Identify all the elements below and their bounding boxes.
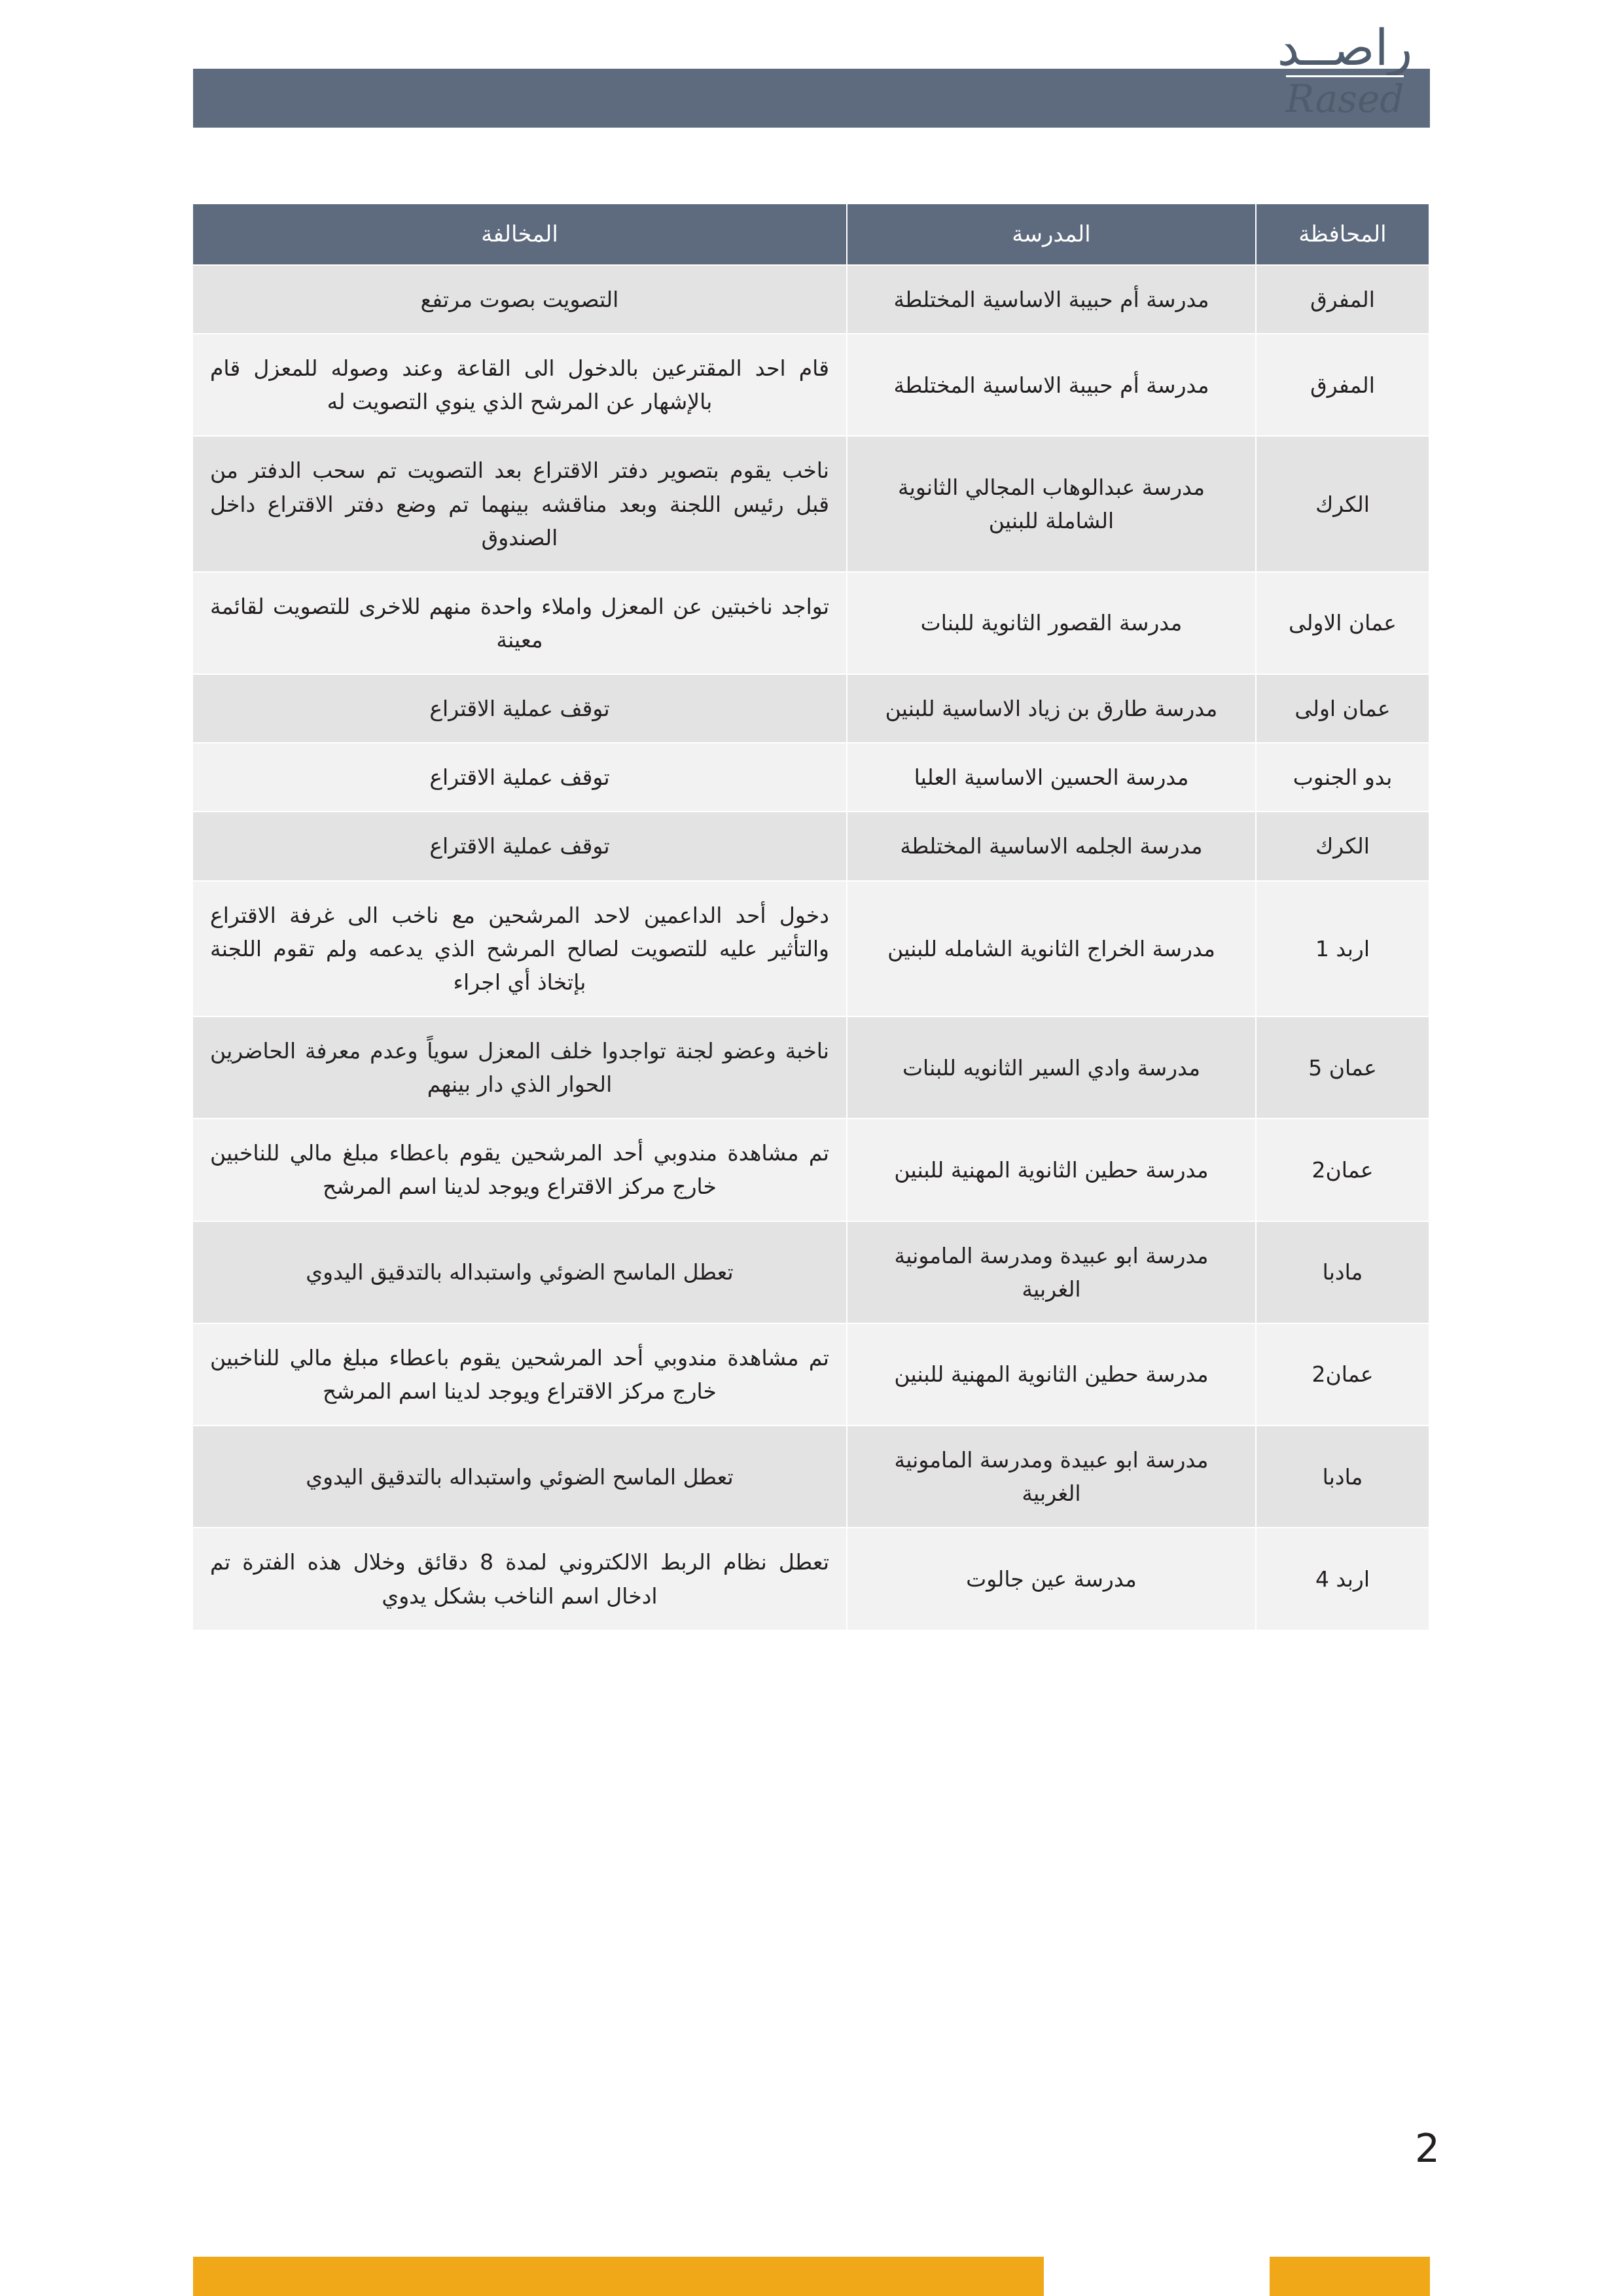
column-header-governorate: المحافظة (1256, 204, 1429, 265)
cell-violation: توقف عملية الاقتراع (192, 743, 847, 812)
cell-governorate: عمان 5 (1256, 1016, 1429, 1119)
table-row (192, 1119, 1429, 1221)
cell-governorate: المفرق (1256, 334, 1429, 436)
table-row (192, 674, 1429, 743)
cell-violation: ناخب يقوم بتصوير دفتر الاقتراع بعد التصويت تم سحب الدفتر من قبل رئيس اللجنة وبعد مناقشه بينهما تم وضع دفتر الاقتراع داخل الصندوق (192, 436, 847, 571)
cell-governorate: مادبا (1256, 1426, 1429, 1528)
cell-violation: تم مشاهدة مندوبي أحد المرشحين يقوم باعطاء مبلغ مالي للناخبين خارج مركز الاقتراع ويوجد لدينا اسم المرشح (192, 1119, 847, 1221)
table-body (192, 265, 1429, 1630)
logo (1247, 18, 1443, 121)
cell-school: مدرسة أم حبيبة الاساسية المختلطة (847, 265, 1256, 334)
cell-school: مدرسة الجلمه الاساسية المختلطة (847, 812, 1256, 880)
table-row (192, 436, 1429, 571)
cell-violation: تم مشاهدة مندوبي أحد المرشحين يقوم باعطاء مبلغ مالي للناخبين خارج مركز الاقتراع ويوجد لدينا اسم المرشح (192, 1323, 847, 1426)
table-row (192, 1426, 1429, 1528)
cell-violation: تعطل الماسح الضوئي واستبداله بالتدقيق اليدوي (192, 1221, 847, 1323)
cell-school: مدرسة الحسين الاساسية العليا (847, 743, 1256, 812)
table-row (192, 1528, 1429, 1630)
table-row (192, 1016, 1429, 1119)
cell-governorate: اربد 4 (1256, 1528, 1429, 1630)
cell-school: مدرسة عين جالوت (847, 1528, 1256, 1630)
cell-school: مدرسة عبدالوهاب المجالي الثانوية الشاملة للبنين (847, 436, 1256, 571)
cell-school: مدرسة الخراج الثانوية الشامله للبنين (847, 881, 1256, 1016)
violations-table-container (193, 203, 1430, 1631)
header-band (193, 69, 1430, 128)
table-row (192, 334, 1429, 436)
cell-governorate: مادبا (1256, 1221, 1429, 1323)
cell-violation: تعطل الماسح الضوئي واستبداله بالتدقيق اليدوي (192, 1426, 847, 1528)
cell-school: مدرسة القصور الثانوية للبنات (847, 572, 1256, 674)
logo-arabic-text: راصــد (1277, 18, 1413, 77)
page-number: 2 (1414, 2126, 1440, 2172)
footer-accent-bar-left (193, 2257, 1044, 2296)
table-header-row (192, 204, 1429, 265)
cell-governorate: بدو الجنوب (1256, 743, 1429, 812)
cell-governorate: المفرق (1256, 265, 1429, 334)
cell-violation: توقف عملية الاقتراع (192, 812, 847, 880)
cell-violation: توقف عملية الاقتراع (192, 674, 847, 743)
cell-school: مدرسة طارق بن زياد الاساسية للبنين (847, 674, 1256, 743)
column-header-violation: المخالفة (192, 204, 847, 265)
cell-governorate: اربد 1 (1256, 881, 1429, 1016)
cell-school: مدرسة ابو عبيدة ومدرسة المامونية الغربية (847, 1221, 1256, 1323)
cell-violation: التصويت بصوت مرتفع (192, 265, 847, 334)
footer-accent-bar-right (1270, 2257, 1430, 2296)
cell-governorate: الكرك (1256, 436, 1429, 571)
cell-violation: تعطل نظام الربط الالكتروني لمدة 8 دقائق وخلال هذه الفترة تم ادخال اسم الناخب بشكل يدوي (192, 1528, 847, 1630)
table-row (192, 572, 1429, 674)
cell-governorate: عمان2 (1256, 1119, 1429, 1221)
column-header-school: المدرسة (847, 204, 1256, 265)
cell-violation: دخول أحد الداعمين لاحد المرشحين مع ناخب الى غرفة الاقتراع والتأثير عليه للتصويت لصالح المرشح الذي يدعمه ولم تقوم اللجنة بإتخاذ أي اجراء (192, 881, 847, 1016)
cell-school: مدرسة حطين الثانوية المهنية للبنين (847, 1119, 1256, 1221)
table-row (192, 881, 1429, 1016)
cell-school: مدرسة حطين الثانوية المهنية للبنين (847, 1323, 1256, 1426)
cell-school: مدرسة وادي السير الثانويه للبنات (847, 1016, 1256, 1119)
cell-violation: ناخبة وعضو لجنة تواجدوا خلف المعزل سوياً وعدم معرفة الحاضرين الحوار الذي دار بينهم (192, 1016, 847, 1119)
table-row (192, 743, 1429, 812)
table-row (192, 1323, 1429, 1426)
table-row (192, 265, 1429, 334)
table-header (192, 204, 1429, 265)
cell-governorate: عمان2 (1256, 1323, 1429, 1426)
cell-school: مدرسة ابو عبيدة ومدرسة المامونية الغربية (847, 1426, 1256, 1528)
table-row (192, 812, 1429, 880)
cell-school: مدرسة أم حبيبة الاساسية المختلطة (847, 334, 1256, 436)
cell-governorate: الكرك (1256, 812, 1429, 880)
cell-violation: تواجد ناخبتين عن المعزل واملاء واحدة منهم للاخرى للتصويت لقائمة معينة (192, 572, 847, 674)
cell-violation: قام احد المقترعين بالدخول الى القاعة وعند وصوله للمعزل قام بالإشهار عن المرشح الذي ينوي التصويت له (192, 334, 847, 436)
cell-governorate: عمان الاولى (1256, 572, 1429, 674)
violations-table (192, 203, 1430, 1631)
logo-latin-text: Rased (1285, 77, 1404, 121)
table-row (192, 1221, 1429, 1323)
cell-governorate: عمان اولى (1256, 674, 1429, 743)
